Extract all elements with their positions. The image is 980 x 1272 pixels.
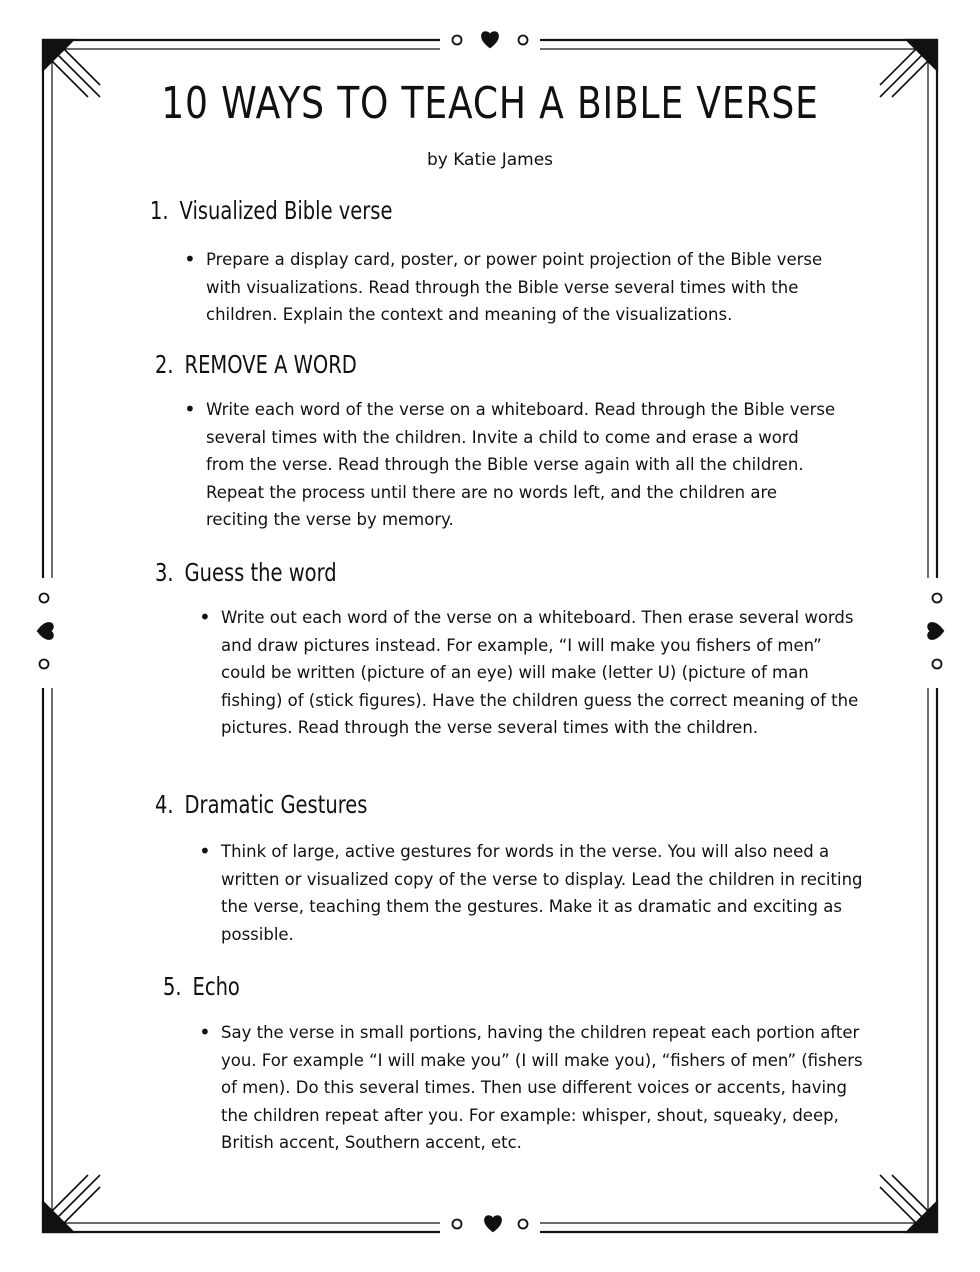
heart-icon-bottom — [453, 1216, 528, 1231]
bullet-icon: • — [199, 1020, 211, 1044]
section-body-3 — [199, 604, 871, 742]
section-body-4 — [199, 838, 866, 948]
heart-icon-top — [453, 32, 528, 47]
author-byline: by Katie James — [426, 150, 554, 170]
section-text: Write each word of the verse on a whiteboard. Read through the Bible verse several times with the children. Invite a child to come and erase a word from the verse. Read through the Bible verse again with all the children. Repeat the process until there are no words left, and the children are reciting the verse by memory. — [206, 400, 836, 530]
section-number: 4. — [155, 790, 174, 819]
bullet-icon: • — [184, 397, 196, 421]
section-body-1 — [184, 246, 851, 329]
section-body-2 — [184, 396, 842, 534]
page-title: 10 WAYS TO TEACH A BIBLE VERSE — [161, 78, 819, 129]
section-title: Visualized Bible verse — [179, 196, 393, 225]
section-text: Prepare a display card, poster, or power point projection of the Bible verse with visualizations. Read through the Bible verse several times with the children. Explain the context and meaning of the visualizations. — [206, 250, 823, 325]
section-number: 1. — [150, 196, 169, 225]
section-title: REMOVE A WORD — [184, 350, 357, 379]
heart-icon-left — [38, 594, 53, 669]
section-heading-3 — [155, 558, 337, 587]
section-heading-4 — [155, 790, 367, 819]
section-number: 3. — [155, 558, 174, 587]
section-text: Say the verse in small portions, having the children repeat each portion after you. For example “I will make you” (I will make you), “fishers of men” (fishers of men). Do this several times. Then use different voices or accents, having the children repeat after you. For example: whisper, shout, squeaky, deep, British accent, Southern accent, etc. — [221, 1023, 863, 1153]
section-text: Think of large, active gestures for words in the verse. You will also need a written or visualized copy of the verse to display. Lead the children in reciting the verse, teaching them the gestures. Make it as dramatic and exciting as possible. — [221, 842, 863, 944]
bullet-icon: • — [199, 605, 211, 629]
heart-icon-right — [928, 594, 943, 669]
section-heading-2 — [155, 350, 357, 379]
section-number: 2. — [155, 350, 174, 379]
section-body-5 — [199, 1019, 873, 1157]
section-text: Write out each word of the verse on a whiteboard. Then erase several words and draw pictures instead. For example, “I will make you fishers of men” could be written (picture of an eye) will make (letter U) (picture of man fishing) of (stick figures). Have the children guess the correct meaning of the pictures. Read through the verse several times with the children. — [221, 608, 859, 738]
bullet-icon: • — [199, 839, 211, 863]
section-title: Dramatic Gestures — [184, 790, 368, 819]
section-heading-5 — [163, 972, 240, 1001]
bullet-icon: • — [184, 247, 196, 271]
section-number: 5. — [163, 972, 182, 1001]
section-heading-1 — [150, 196, 392, 225]
section-title: Echo — [192, 972, 240, 1001]
section-title: Guess the word — [184, 558, 337, 587]
